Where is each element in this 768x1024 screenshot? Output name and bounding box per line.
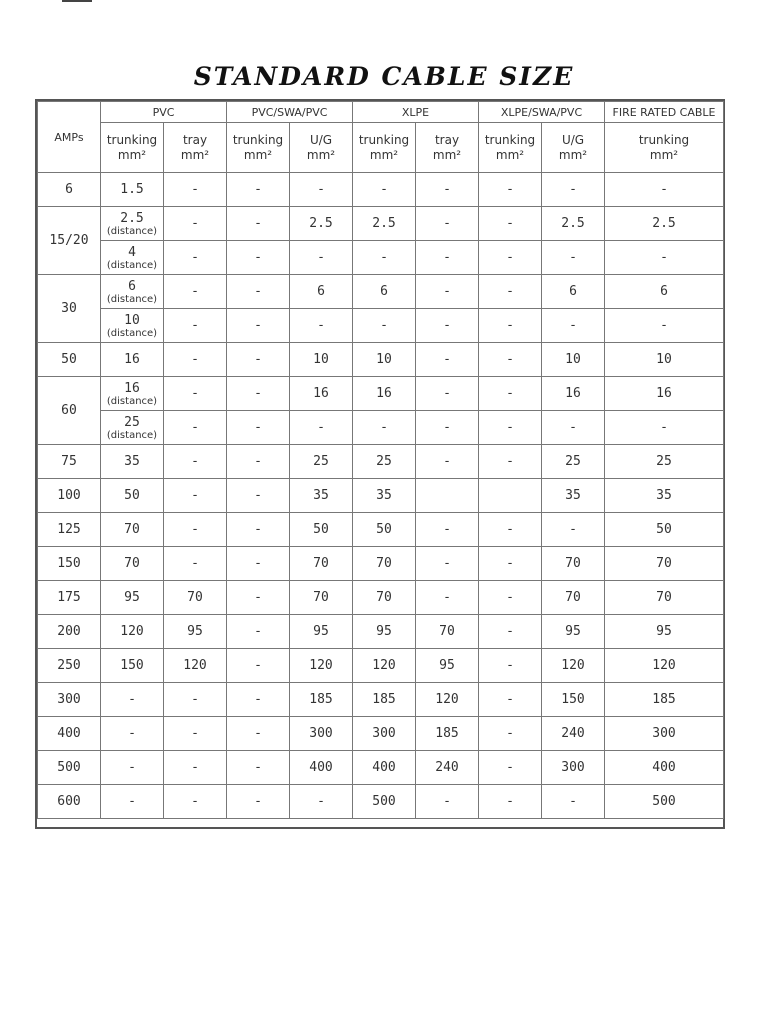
pvc-trunking-cell	[101, 581, 164, 615]
table-row	[38, 683, 724, 717]
table-cell: 2.5	[290, 207, 353, 241]
pvc-trunking-cell	[101, 479, 164, 513]
cell-value: 4	[128, 244, 136, 260]
sub-header-cell	[164, 123, 227, 173]
table-cell: -	[227, 717, 290, 751]
table-cell: -	[479, 411, 542, 445]
table-cell: -	[416, 581, 479, 615]
sub-header-cell	[416, 123, 479, 173]
page-title: STANDARD CABLE SIZE	[193, 62, 575, 91]
table-cell: 2.5	[542, 207, 605, 241]
table-cell: -	[227, 445, 290, 479]
table-cell: -	[542, 785, 605, 819]
table-cell: -	[479, 683, 542, 717]
table-cell: 6	[353, 275, 416, 309]
amps-cell: 300	[38, 683, 101, 717]
table-row	[38, 411, 724, 445]
table-cell: -	[227, 785, 290, 819]
table-cell: -	[416, 173, 479, 207]
sub-header-name: trunking	[232, 132, 284, 147]
table-cell: -	[164, 411, 227, 445]
table-cell: -	[479, 581, 542, 615]
table-cell: 25	[353, 445, 416, 479]
table-cell: -	[227, 309, 290, 343]
table-cell: 16	[605, 377, 724, 411]
distance-note: (distance)	[106, 259, 158, 271]
table-row	[38, 785, 724, 819]
table-cell: 400	[353, 751, 416, 785]
amps-cell: 250	[38, 649, 101, 683]
table-cell: 300	[290, 717, 353, 751]
table-cell: 16	[290, 377, 353, 411]
table-cell: -	[227, 377, 290, 411]
table-cell	[479, 479, 542, 513]
pvc-trunking-cell	[101, 683, 164, 717]
table-cell: -	[416, 411, 479, 445]
table-cell: 6	[605, 275, 724, 309]
table-cell: 16	[542, 377, 605, 411]
table-cell: -	[227, 241, 290, 275]
group-header-pvc-swa-pvc: PVC/SWA/PVC	[227, 102, 353, 123]
sub-header-unit: mm²	[558, 147, 588, 162]
table-cell: 10	[542, 343, 605, 377]
sub-header-cell	[101, 123, 164, 173]
table-row	[38, 513, 724, 547]
pvc-trunking-cell	[101, 615, 164, 649]
pvc-trunking-cell	[101, 173, 164, 207]
table-cell: -	[164, 241, 227, 275]
cell-value: 120	[120, 624, 144, 639]
table-cell: -	[605, 309, 724, 343]
table-cell: 16	[353, 377, 416, 411]
sub-header-name: tray	[182, 132, 208, 147]
amps-cell: 75	[38, 445, 101, 479]
table-cell: -	[227, 411, 290, 445]
table-cell: -	[227, 547, 290, 581]
cell-value: 1.5	[120, 182, 144, 197]
table-cell: -	[164, 275, 227, 309]
cell-value: 16	[124, 380, 140, 396]
sub-header-name: tray	[434, 132, 460, 147]
table-row	[38, 377, 724, 411]
table-cell: 500	[605, 785, 724, 819]
amps-cell: 30	[38, 275, 101, 343]
group-header-xlpe-swa-pvc: XLPE/SWA/PVC	[479, 102, 605, 123]
table-cell: 25	[542, 445, 605, 479]
table-cell: -	[479, 241, 542, 275]
table-cell: -	[479, 343, 542, 377]
pvc-trunking-cell	[101, 785, 164, 819]
top-edge-mark	[62, 0, 92, 2]
amps-cell: 50	[38, 343, 101, 377]
table-cell: -	[416, 241, 479, 275]
group-header-fire-rated: FIRE RATED CABLE	[605, 102, 724, 123]
table-cell: 2.5	[353, 207, 416, 241]
table-cell: 500	[353, 785, 416, 819]
table-cell: -	[227, 751, 290, 785]
table-cell: -	[290, 173, 353, 207]
sub-header-unit: mm²	[649, 147, 679, 162]
table-cell: -	[479, 785, 542, 819]
table-row	[38, 581, 724, 615]
table-cell: -	[353, 241, 416, 275]
sub-header-cell	[227, 123, 290, 173]
table-cell: -	[227, 513, 290, 547]
sub-header-cell	[479, 123, 542, 173]
sub-header-cell	[290, 123, 353, 173]
cable-size-sheet	[35, 99, 725, 829]
sub-header-unit: mm²	[495, 147, 525, 162]
table-cell: 185	[353, 683, 416, 717]
table-cell: -	[164, 173, 227, 207]
cell-value: 70	[124, 522, 140, 537]
table-cell: -	[227, 343, 290, 377]
table-cell: 95	[542, 615, 605, 649]
pvc-trunking-cell	[101, 241, 164, 275]
cell-value: 50	[124, 488, 140, 503]
sub-header-unit: mm²	[180, 147, 210, 162]
cell-value: -	[128, 692, 136, 707]
cell-value: 70	[124, 556, 140, 571]
table-cell: -	[227, 207, 290, 241]
table-cell: -	[227, 683, 290, 717]
table-row	[38, 615, 724, 649]
table-cell: -	[416, 785, 479, 819]
table-cell: 70	[542, 547, 605, 581]
table-cell: -	[542, 309, 605, 343]
table-cell: 95	[416, 649, 479, 683]
table-cell: 35	[353, 479, 416, 513]
sub-header-name: trunking	[638, 132, 690, 147]
table-cell: -	[164, 309, 227, 343]
table-cell: -	[416, 207, 479, 241]
table-cell: 70	[353, 581, 416, 615]
table-cell: -	[416, 445, 479, 479]
table-cell: -	[416, 377, 479, 411]
pvc-trunking-cell	[101, 207, 164, 241]
group-header-pvc: PVC	[101, 102, 227, 123]
table-cell: 120	[416, 683, 479, 717]
table-cell: -	[605, 411, 724, 445]
amps-cell: 200	[38, 615, 101, 649]
pvc-trunking-cell	[101, 649, 164, 683]
table-cell: -	[290, 309, 353, 343]
table-cell: 35	[290, 479, 353, 513]
table-cell: 35	[605, 479, 724, 513]
cell-value: 6	[128, 278, 136, 294]
table-cell: 400	[290, 751, 353, 785]
table-cell: 300	[353, 717, 416, 751]
table-cell: -	[416, 275, 479, 309]
cell-value: -	[128, 726, 136, 741]
amps-cell: 175	[38, 581, 101, 615]
table-cell: -	[164, 207, 227, 241]
table-cell: -	[290, 411, 353, 445]
group-header-xlpe: XLPE	[353, 102, 479, 123]
table-cell: 185	[290, 683, 353, 717]
sub-header-cell	[605, 123, 724, 173]
sub-header-name: trunking	[358, 132, 410, 147]
table-cell: -	[479, 207, 542, 241]
table-cell: -	[164, 377, 227, 411]
table-cell: 95	[290, 615, 353, 649]
table-cell: -	[542, 241, 605, 275]
table-cell: 35	[542, 479, 605, 513]
distance-note: (distance)	[106, 327, 158, 339]
table-cell: -	[227, 615, 290, 649]
distance-note: (distance)	[106, 293, 158, 305]
table-cell: -	[164, 785, 227, 819]
table-cell: -	[227, 275, 290, 309]
table-cell: -	[227, 581, 290, 615]
table-cell: -	[416, 513, 479, 547]
table-cell: 50	[605, 513, 724, 547]
table-cell: 95	[164, 615, 227, 649]
table-cell: -	[479, 547, 542, 581]
table-cell: 185	[605, 683, 724, 717]
table-cell: -	[479, 377, 542, 411]
pvc-trunking-cell	[101, 343, 164, 377]
table-cell: 70	[416, 615, 479, 649]
sub-header-name: U/G	[309, 132, 333, 147]
sub-header-cell	[542, 123, 605, 173]
amps-cell: 125	[38, 513, 101, 547]
table-cell: -	[479, 649, 542, 683]
pvc-trunking-cell	[101, 377, 164, 411]
table-cell: -	[164, 513, 227, 547]
sub-header-unit: mm²	[306, 147, 336, 162]
pvc-trunking-cell	[101, 513, 164, 547]
distance-note: (distance)	[106, 395, 158, 407]
amps-cell: 60	[38, 377, 101, 445]
cell-value: 10	[124, 312, 140, 328]
table-cell: 120	[290, 649, 353, 683]
table-cell: -	[290, 785, 353, 819]
distance-note: (distance)	[106, 429, 158, 441]
table-cell: 25	[290, 445, 353, 479]
table-cell: 6	[290, 275, 353, 309]
sub-header-unit: mm²	[432, 147, 462, 162]
table-cell: 400	[605, 751, 724, 785]
table-cell: -	[290, 241, 353, 275]
table-cell: -	[605, 173, 724, 207]
amps-cell: 500	[38, 751, 101, 785]
pvc-trunking-cell	[101, 717, 164, 751]
table-cell: -	[164, 717, 227, 751]
table-row	[38, 445, 724, 479]
table-row	[38, 717, 724, 751]
table-row	[38, 275, 724, 309]
sub-header-unit: mm²	[369, 147, 399, 162]
table-cell: 10	[290, 343, 353, 377]
table-cell: -	[227, 173, 290, 207]
table-cell: -	[164, 445, 227, 479]
table-row	[38, 309, 724, 343]
table-cell: 120	[542, 649, 605, 683]
amps-cell: 15/20	[38, 207, 101, 275]
table-cell: -	[479, 309, 542, 343]
table-cell: -	[479, 751, 542, 785]
table-cell: -	[164, 751, 227, 785]
table-cell: -	[416, 547, 479, 581]
table-cell: -	[479, 275, 542, 309]
amps-cell: 400	[38, 717, 101, 751]
table-cell: 120	[353, 649, 416, 683]
table-cell: 70	[290, 547, 353, 581]
pvc-trunking-cell	[101, 411, 164, 445]
table-row	[38, 207, 724, 241]
table-cell: -	[479, 717, 542, 751]
sub-header-name: trunking	[484, 132, 536, 147]
cell-value: 150	[120, 658, 144, 673]
table-cell: -	[479, 173, 542, 207]
amps-cell: 150	[38, 547, 101, 581]
table-cell: 70	[164, 581, 227, 615]
table-row	[38, 751, 724, 785]
table-cell: -	[353, 173, 416, 207]
table-cell: -	[353, 411, 416, 445]
table-row	[38, 343, 724, 377]
table-cell: 50	[353, 513, 416, 547]
table-cell: 120	[605, 649, 724, 683]
table-cell: 150	[542, 683, 605, 717]
pvc-trunking-cell	[101, 751, 164, 785]
table-cell: -	[542, 411, 605, 445]
cell-value: 95	[124, 590, 140, 605]
amps-cell: 100	[38, 479, 101, 513]
table-cell: 70	[353, 547, 416, 581]
table-cell: 120	[164, 649, 227, 683]
table-cell: -	[416, 309, 479, 343]
cell-value: -	[128, 760, 136, 775]
amps-cell: 600	[38, 785, 101, 819]
cell-value: -	[128, 794, 136, 809]
table-cell: -	[164, 547, 227, 581]
table-cell: 25	[605, 445, 724, 479]
amps-cell: 6	[38, 173, 101, 207]
table-row	[38, 173, 724, 207]
pvc-trunking-cell	[101, 275, 164, 309]
sub-header-unit: mm²	[243, 147, 273, 162]
pvc-trunking-cell	[101, 445, 164, 479]
table-cell: 95	[605, 615, 724, 649]
table-cell: -	[479, 513, 542, 547]
table-cell: 300	[605, 717, 724, 751]
sub-header-unit: mm²	[117, 147, 147, 162]
table-cell: -	[605, 241, 724, 275]
table-cell: -	[164, 343, 227, 377]
table-cell: 70	[605, 581, 724, 615]
table-cell: -	[416, 343, 479, 377]
pvc-trunking-cell	[101, 309, 164, 343]
table-row	[38, 241, 724, 275]
table-cell: -	[227, 649, 290, 683]
cell-value: 35	[124, 454, 140, 469]
table-cell: 70	[605, 547, 724, 581]
table-cell: -	[227, 479, 290, 513]
table-cell: 50	[290, 513, 353, 547]
table-cell: 6	[542, 275, 605, 309]
table-cell: -	[353, 309, 416, 343]
table-cell: -	[479, 445, 542, 479]
cell-value: 16	[124, 352, 140, 367]
sub-header-cell	[353, 123, 416, 173]
cell-value: 2.5	[120, 210, 144, 226]
table-cell: 70	[542, 581, 605, 615]
table-cell: 70	[290, 581, 353, 615]
table-cell: 185	[416, 717, 479, 751]
table-cell: 2.5	[605, 207, 724, 241]
table-cell: -	[542, 513, 605, 547]
amps-header: AMPs	[38, 102, 101, 173]
pvc-trunking-cell	[101, 547, 164, 581]
table-cell: -	[164, 683, 227, 717]
table-cell: 95	[353, 615, 416, 649]
sub-header-name: trunking	[106, 132, 158, 147]
table-cell: 240	[416, 751, 479, 785]
sub-header-name: U/G	[561, 132, 585, 147]
distance-note: (distance)	[106, 225, 158, 237]
cable-size-table	[37, 101, 724, 819]
table-cell: -	[542, 173, 605, 207]
table-cell: -	[479, 615, 542, 649]
table-cell: 10	[605, 343, 724, 377]
table-cell: -	[164, 479, 227, 513]
table-cell: 10	[353, 343, 416, 377]
cell-value: 25	[124, 414, 140, 430]
table-row	[38, 479, 724, 513]
table-row	[38, 649, 724, 683]
table-cell	[416, 479, 479, 513]
table-cell: 300	[542, 751, 605, 785]
table-row	[38, 547, 724, 581]
table-cell: 240	[542, 717, 605, 751]
